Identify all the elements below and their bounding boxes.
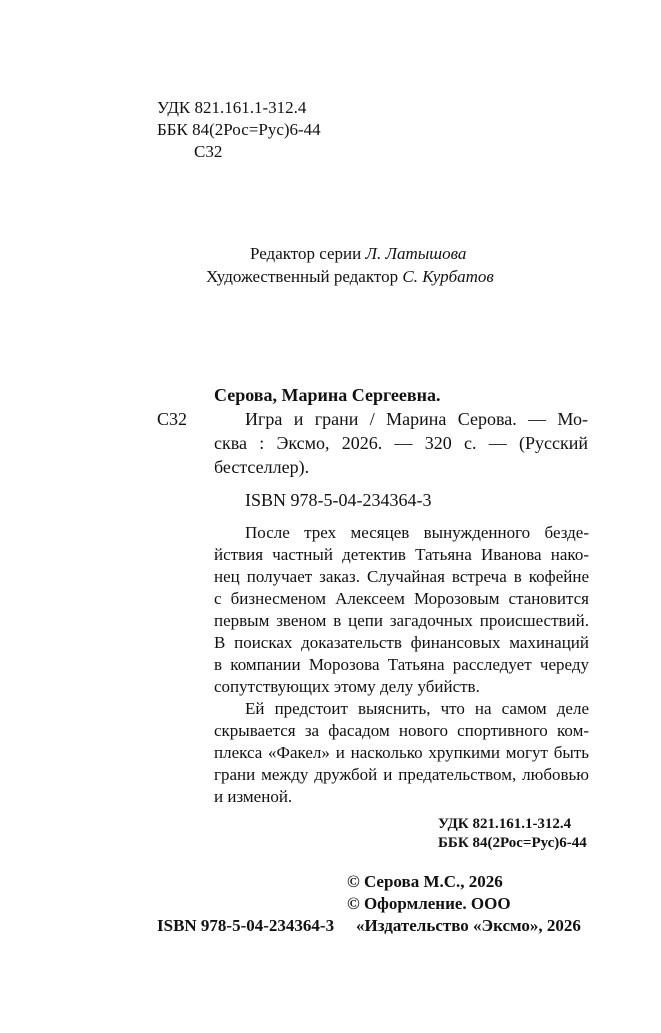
book-author: Серова, Марина Сергеевна. [214,385,441,405]
book-description-line-2: сква : Эксмо, 2026. — 320 с. — (Русский [214,433,588,453]
book-description-line-1: Игра и грани / Марина Серова. — Мо- [245,409,588,429]
author-mark: С32 [194,142,223,161]
record-isbn: ISBN 978-5-04-234364-3 [245,490,432,510]
annotation-line: плекса «Факел» и насколько хрупкими могут быть [214,743,589,762]
record-author-mark: С32 [157,409,188,429]
bbk-code: ББК 84(2Рос=Рус)6-44 [157,120,321,139]
series-editor-line [250,244,466,264]
copyright-design-line-1: © Оформление. ООО [347,894,511,913]
annotation-line: и изменой. [214,787,293,806]
series-editor-name: Л. Латышова [365,244,467,263]
copyright-isbn: ISBN 978-5-04-234364-3 [157,916,335,935]
annotation-line: первым звеном в цепи загадочных происшествий. [214,611,589,630]
annotation-line: йствия частный детектив Татьяна Иванова нако- [214,545,589,564]
annotation-line: В поисках доказательств финансовых махинаций [214,633,589,652]
copyright-design-line-2: «Издательство «Эксмо», 2026 [356,916,581,935]
annotation-line: Ей предстоит выяснить, что на самом деле [245,699,589,718]
annotation-line: в компании Морозова Татьяна расследует череду [214,655,589,674]
art-editor-name: С. Курбатов [402,267,494,286]
series-editor-role: Редактор серии [250,244,362,263]
annotation-line: с бизнесменом Алексеем Морозовым становится [214,589,589,608]
bottom-udk-code: УДК 821.161.1-312.4 [438,816,572,832]
annotation-line: скрывается за фасадом нового спортивного ком- [214,721,589,740]
annotation-line: грани между дружбой и предательством, любовью [214,765,589,784]
annotation-line: нец получает заказ. Случайная встреча в кофейне [214,567,589,586]
udk-code: УДК 821.161.1-312.4 [157,98,307,117]
annotation-line: После трех месяцев вынужденного безде- [245,523,589,542]
copyright-author: © Серова М.С., 2026 [347,872,503,891]
bottom-bbk-code: ББК 84(2Рос=Рус)6-44 [438,835,587,851]
annotation-line: сопутствующих этому делу убийств. [214,677,480,696]
book-description-line-3: бестселлер). [214,457,310,477]
art-editor-role: Художественный редактор [206,267,399,286]
art-editor-line [206,267,494,287]
